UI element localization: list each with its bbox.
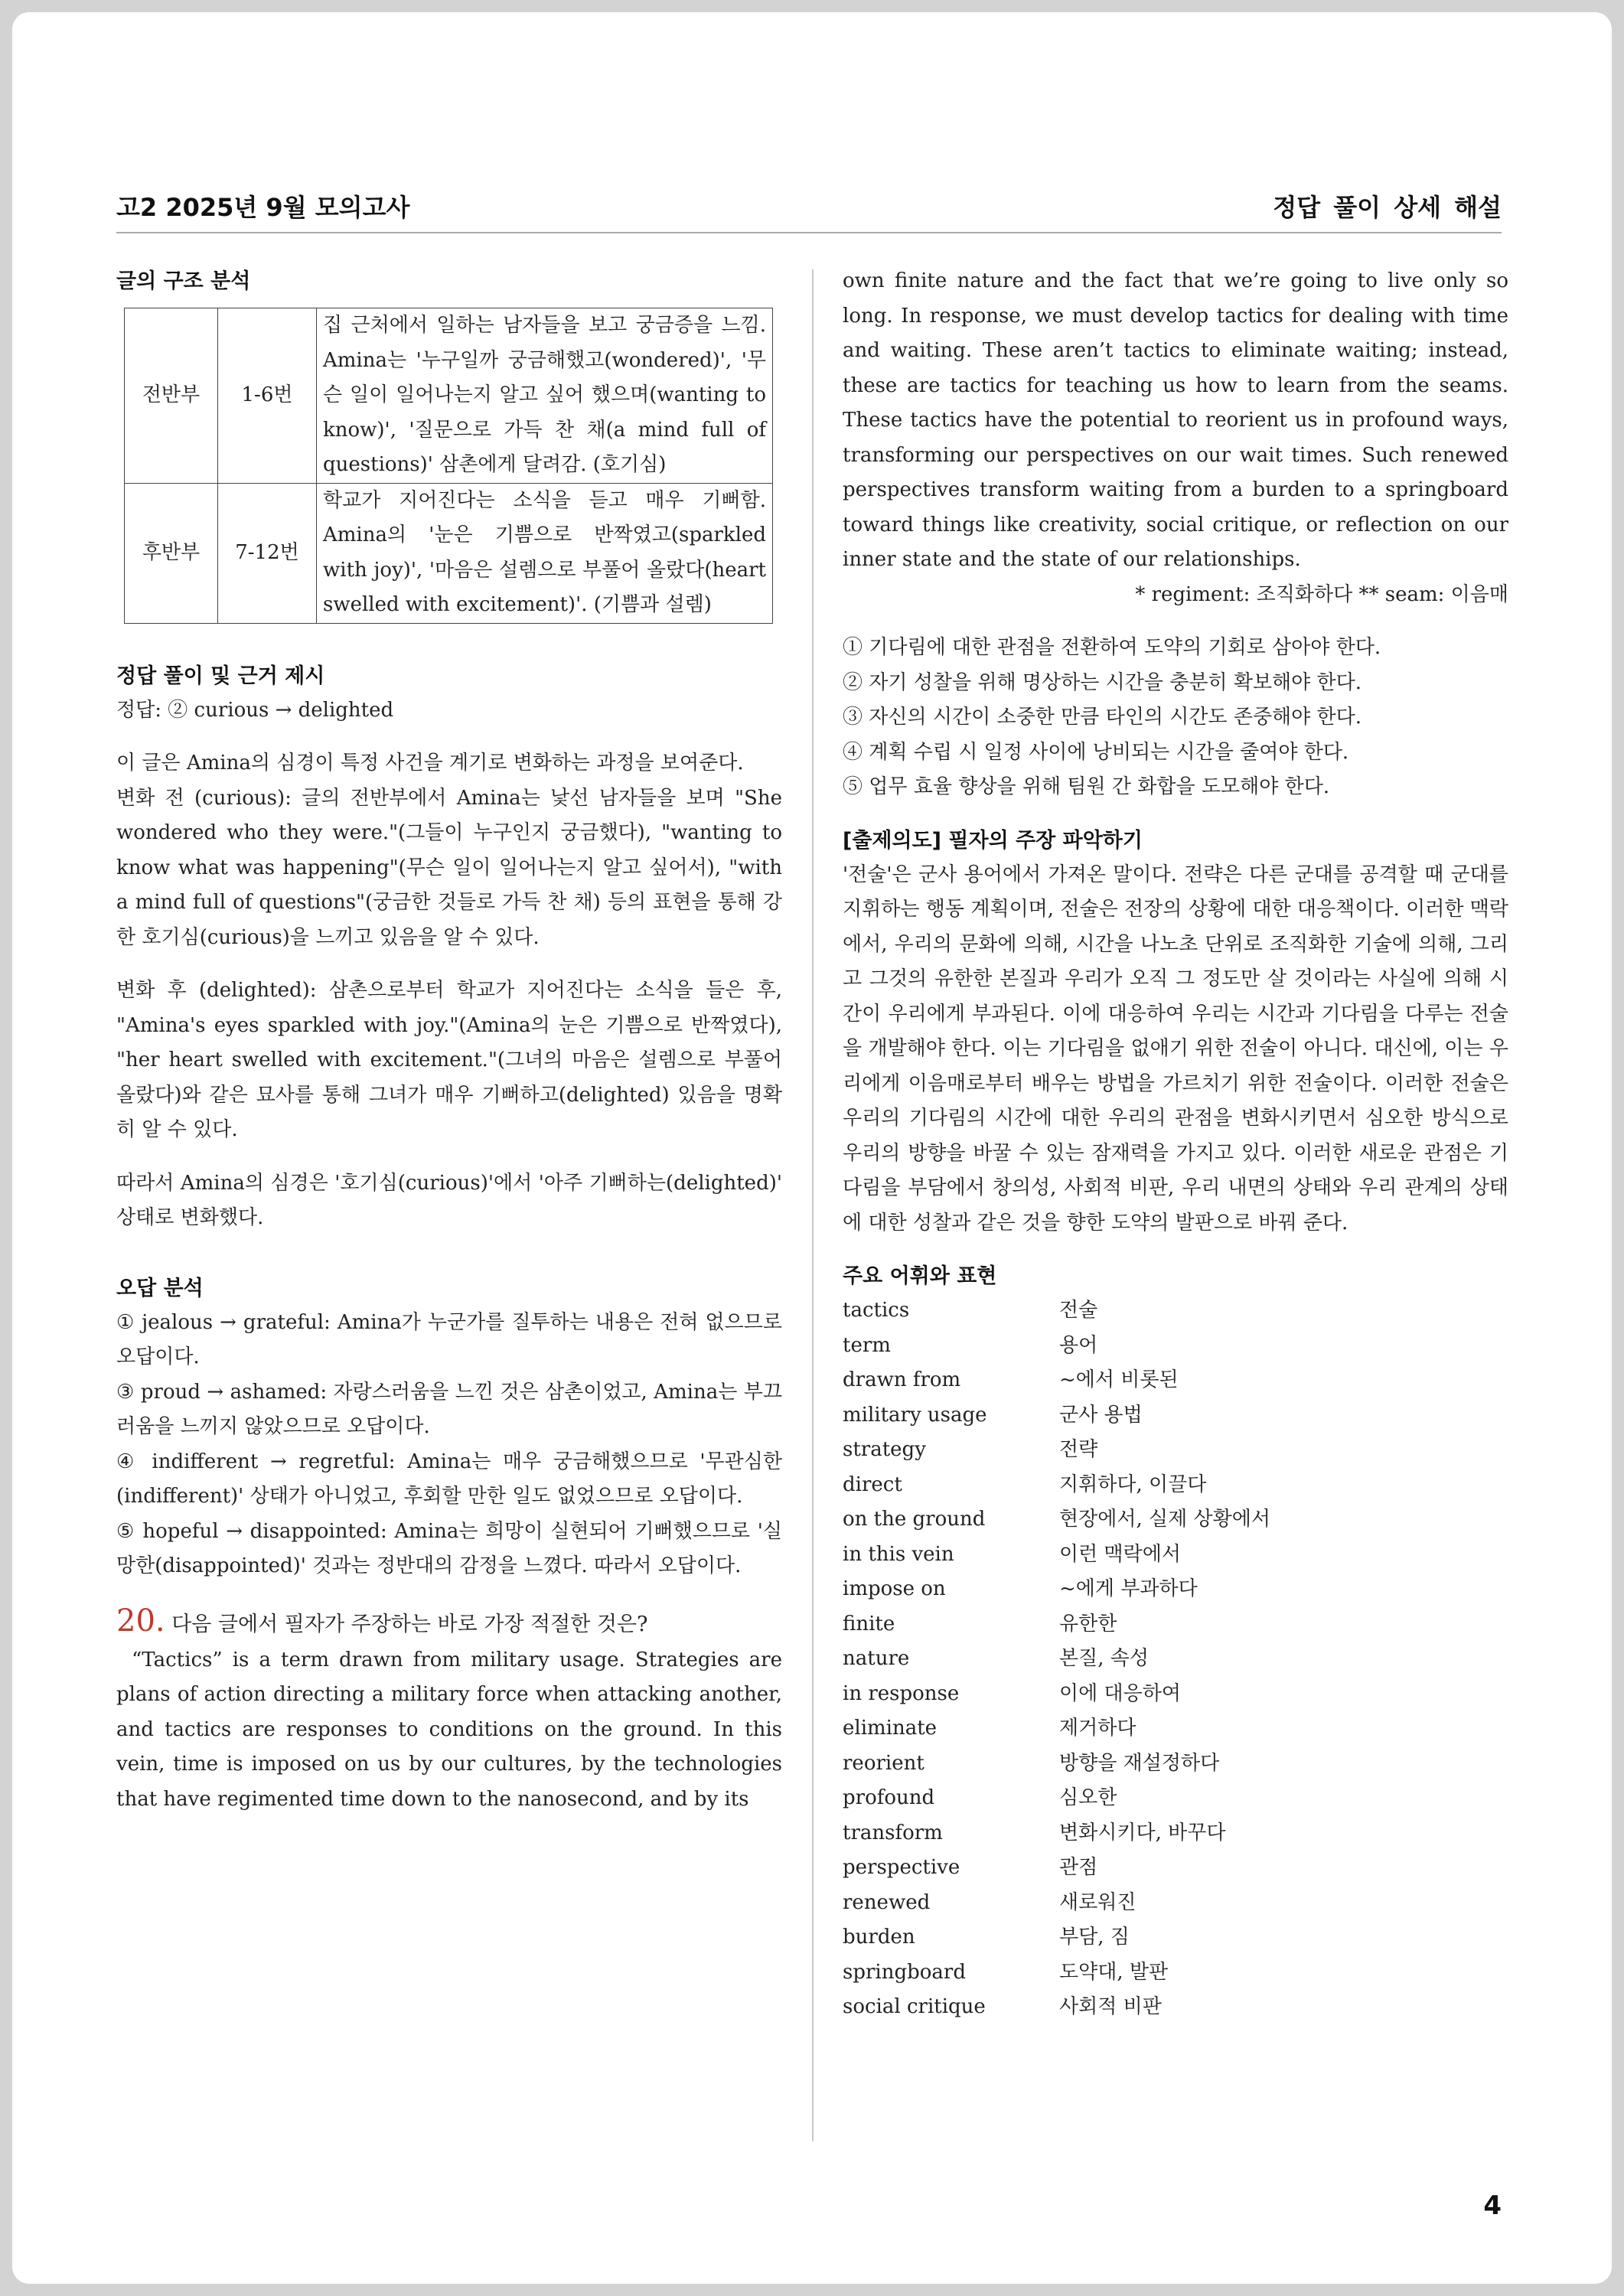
wrong-item: ④ indifferent → regretful: Amina는 매우 궁금해했으므로 '무관심한(indifferent)' 상태가 아니었고, 후회할 만한 일도 없었으므로 오답이다.	[116, 1450, 782, 1508]
wrong-item: ③ proud → ashamed: 자랑스러움을 느낀 것은 삼촌이었고, Amina는 부끄러움을 느끼지 않았으므로 오답이다.	[116, 1380, 782, 1438]
vocab-english: tactics	[843, 1299, 910, 1322]
vocab-english: springboard	[843, 1960, 966, 1984]
desc-cell: 집 근처에서 일하는 남자들을 보고 궁금증을 느낌. Amina는 '누구일까 궁금해했고(wondered)', '무슨 일이 일어나는지 알고 싶어 했으며(wanting to know)', '질문으로 가득 찬 채(a mind full of questions)' 삼촌에게 달려감. (호기심)	[317, 308, 773, 484]
vocab-row	[843, 1572, 1508, 1607]
vocab-korean: 관점	[1059, 1856, 1098, 1879]
vocab-korean: 용어	[1059, 1333, 1098, 1357]
option-item: ⑤ 업무 효율 향상을 위해 팀원 간 화합을 도모해야 한다.	[843, 775, 1330, 798]
vocab-english: burden	[843, 1926, 915, 1949]
vocab-row	[843, 1711, 1508, 1746]
page-number: 4	[1483, 2190, 1502, 2221]
vocab-english: on the ground	[843, 1508, 986, 1531]
vocab-korean: 유한한	[1059, 1612, 1117, 1636]
answer-paragraph: 변화 전 (curious): 글의 전반부에서 Amina는 낯선 남자들을 보며 "She wondered who they were."(그들이 누구인지 궁금했다), "wanting to know what was happening"(무슨 일이 일어나는지 알고 싶어서), "with a mind full of questions"(궁금한 것들로 가득 찬 채) 등의 표현을 통해 강한 호기심(curious)을 느끼고 있음을 알 수 있다.	[116, 786, 782, 949]
option-item: ④ 계획 수립 시 일정 사이에 낭비되는 시간을 줄여야 한다.	[843, 740, 1349, 764]
vocab-english: eliminate	[843, 1717, 938, 1740]
vocab-korean: 지휘하다, 이끌다	[1059, 1473, 1207, 1496]
section-title: 정답 풀이 상세 해설	[1273, 193, 1502, 222]
option-item: ③ 자신의 시간이 소중한 만큼 타인의 시간도 존중해야 한다.	[843, 706, 1362, 729]
answer-heading: 정답 풀이 및 근거 제시	[116, 664, 325, 688]
vocab-heading: 주요 어휘와 표현	[843, 1264, 997, 1288]
part-cell: 전반부	[125, 308, 218, 484]
vocab-row	[843, 1886, 1508, 1921]
vocab-english: finite	[843, 1612, 895, 1636]
structure-table	[124, 308, 773, 624]
vocab-row	[843, 1293, 1508, 1329]
vocab-row	[843, 1990, 1508, 2025]
vocab-row	[843, 1433, 1508, 1468]
wrong-heading: 오답 분석	[116, 1276, 204, 1300]
vocab-english: perspective	[843, 1856, 960, 1879]
vocab-korean: 군사 용법	[1059, 1403, 1143, 1427]
vocab-english: transform	[843, 1821, 943, 1844]
passage-text: own finite nature and the fact that we’re going to live only so long. In response, we must develop tactics for dealing with time and waiting. These aren’t tactics to eliminate waiting; instead, these are tactics for teaching us how to learn from the seams. These tactics have the potential to reorient us in profound ways, transforming our perspectives on our wait times. Such renewed perspectives transform waiting from a burden to a springboard toward things like creativity, social critique, or reflection on our inner state and the state of our relationships.	[843, 269, 1508, 571]
vocab-korean: 현장에서, 실제 상황에서	[1059, 1508, 1270, 1531]
wrong-item: ① jealous → grateful: Amina가 누군가를 질투하는 내용은 전혀 없으므로 오답이다.	[116, 1310, 782, 1368]
vocab-row	[843, 1398, 1508, 1433]
answer-line: 정답: ② curious → delighted	[116, 698, 394, 722]
exam-title: 고2 2025년 9월 모의고사	[116, 193, 410, 222]
passage-text: “Tactics” is a term drawn from military usage. Strategies are plans of action directing a military force when attacking another, and tactics are responses to conditions on the ground. In this vein, time is imposed on us by our cultures, by the technologies that have regimented time down to the nanosecond, and by its	[116, 1648, 782, 1811]
vocab-korean: 도약대, 발판	[1059, 1960, 1169, 1984]
vocab-row	[843, 1607, 1508, 1642]
vocab-korean: ~에서 비롯된	[1059, 1368, 1179, 1391]
answer-paragraph: 이 글은 Amina의 심경이 특정 사건을 계기로 변화하는 과정을 보여준다.	[116, 752, 744, 775]
vocab-english: social critique	[843, 1995, 986, 2018]
vocab-row	[843, 1851, 1508, 1886]
vocab-row	[843, 1468, 1508, 1503]
vocab-korean: 이에 대응하여	[1059, 1681, 1181, 1705]
vocab-row	[843, 1538, 1508, 1573]
right-column	[843, 264, 1508, 2025]
column-divider	[812, 269, 814, 2141]
vocab-english: in this vein	[843, 1542, 954, 1566]
intent-heading: [출제의도] 필자의 주장 파악하기	[843, 828, 1143, 853]
wrong-item: ⑤ hopeful → disappointed: Amina는 희망이 실현되어 기뻐했으므로 '실망한(disappointed)' 것과는 정반대의 감정을 느꼈다. 따라서 오답이다.	[116, 1519, 782, 1577]
vocab-english: renewed	[843, 1890, 931, 1914]
vocab-row	[843, 1677, 1508, 1712]
vocab-english: in response	[843, 1681, 960, 1705]
part-cell: 후반부	[125, 483, 218, 623]
vocab-row	[843, 1642, 1508, 1677]
question-line	[116, 1603, 782, 1643]
answer-paragraph: 변화 후 (delighted): 삼촌으로부터 학교가 지어진다는 소식을 들은 후, "Amina's eyes sparkled with joy."(Amina의 눈은 기쁨으로 반짝였다), "her heart swelled with excitement."(그녀의 마음은 설렘으로 부풀어 올랐다)와 같은 묘사를 통해 그녀가 매우 기뻐하고(delighted) 있음을 명확히 알 수 있다.	[116, 979, 782, 1141]
vocab-english: impose on	[843, 1577, 946, 1600]
vocab-english: direct	[843, 1473, 902, 1496]
question-number: 20.	[116, 1603, 165, 1639]
footnote: * regiment: 조직화하다 ** seam: 이음매	[1135, 582, 1508, 606]
desc-cell: 학교가 지어진다는 소식을 듣고 매우 기뻐함. Amina의 '눈은 기쁨으로 반짝였고(sparkled with joy)', '마음은 설렘으로 부풀어 올랐다(heart swelled with excitement)'. (기쁨과 설렘)	[317, 483, 773, 623]
vocab-korean: 제거하다	[1059, 1717, 1136, 1740]
question-prompt: 다음 글에서 필자가 주장하는 바로 가장 적절한 것은?	[171, 1612, 648, 1636]
vocab-row	[843, 1329, 1508, 1364]
vocab-korean: 부담, 짐	[1059, 1926, 1130, 1949]
vocab-row	[843, 1746, 1508, 1782]
vocab-english: term	[843, 1333, 891, 1357]
structure-heading: 글의 구조 분석	[116, 269, 251, 293]
table-row	[125, 483, 773, 623]
range-cell: 1-6번	[218, 308, 317, 484]
vocab-english: military usage	[843, 1403, 987, 1427]
left-column	[116, 264, 782, 1817]
option-item: ① 기다림에 대한 관점을 전환하여 도약의 기회로 삼아야 한다.	[843, 636, 1381, 659]
vocab-list	[843, 1293, 1508, 2025]
vocab-english: profound	[843, 1786, 935, 1809]
vocab-row	[843, 1816, 1508, 1851]
vocab-english: nature	[843, 1647, 910, 1670]
vocab-english: drawn from	[843, 1368, 961, 1391]
vocab-row	[843, 1920, 1508, 1955]
intent-text: '전술'은 군사 용어에서 가져온 말이다. 전략은 다른 군대를 공격할 때 군대를 지휘하는 행동 계획이며, 전술은 전장의 상황에 대한 대응책이다. 이러한 맥락에서, 우리의 문화에 의해, 시간을 나노초 단위로 조직화한 기술에 의해, 그리고 그것의 유한한 본질과 우리가 오직 그 정도만 살 것이라는 사실에 의해 시간이 우리에게 부과된다. 이에 대응하여 우리는 시간과 기다림을 다루는 전술을 개발해야 한다. 이는 기다림을 없애기 위한 전술이 아니다. 대신에, 이는 우리에게 이음매로부터 배우는 방법을 가르치기 위한 전술이다. 이러한 전술은 우리의 기다림의 시간에 대한 우리의 관점을 변화시키면서 심오한 방식으로 우리의 방향을 바꿀 수 있는 잠재력을 가지고 있다. 이러한 새로운 관점은 기다림을 부담에서 창의성, 사회적 비판, 우리 내면의 상태와 우리 관계의 상태에 대한 성찰과 같은 것을 향한 도약의 발판으로 바꿔 준다.	[843, 863, 1508, 1234]
vocab-row	[843, 1502, 1508, 1538]
vocab-korean: ~에게 부과하다	[1059, 1577, 1198, 1600]
vocab-korean: 사회적 비판	[1059, 1995, 1162, 2018]
header-divider	[116, 232, 1502, 233]
vocab-korean: 전략	[1059, 1438, 1098, 1461]
vocab-english: reorient	[843, 1751, 925, 1775]
vocab-korean: 이런 맥락에서	[1059, 1542, 1181, 1566]
range-cell: 7-12번	[218, 483, 317, 623]
vocab-korean: 심오한	[1059, 1786, 1117, 1809]
answer-paragraph: 따라서 Amina의 심경은 '호기심(curious)'에서 '아주 기뻐하는(delighted)' 상태로 변화했다.	[116, 1171, 782, 1229]
vocab-row	[843, 1363, 1508, 1398]
table-row	[125, 308, 773, 484]
option-item: ② 자기 성찰을 위해 명상하는 시간을 충분히 확보해야 한다.	[843, 670, 1362, 694]
vocab-english: strategy	[843, 1438, 926, 1461]
vocab-korean: 변화시키다, 바꾸다	[1059, 1821, 1226, 1844]
vocab-row	[843, 1955, 1508, 1991]
vocab-korean: 본질, 속성	[1059, 1647, 1149, 1670]
vocab-korean: 방향을 재설정하다	[1059, 1751, 1220, 1775]
vocab-korean: 새로워진	[1059, 1890, 1136, 1914]
vocab-korean: 전술	[1059, 1299, 1098, 1322]
vocab-row	[843, 1781, 1508, 1816]
